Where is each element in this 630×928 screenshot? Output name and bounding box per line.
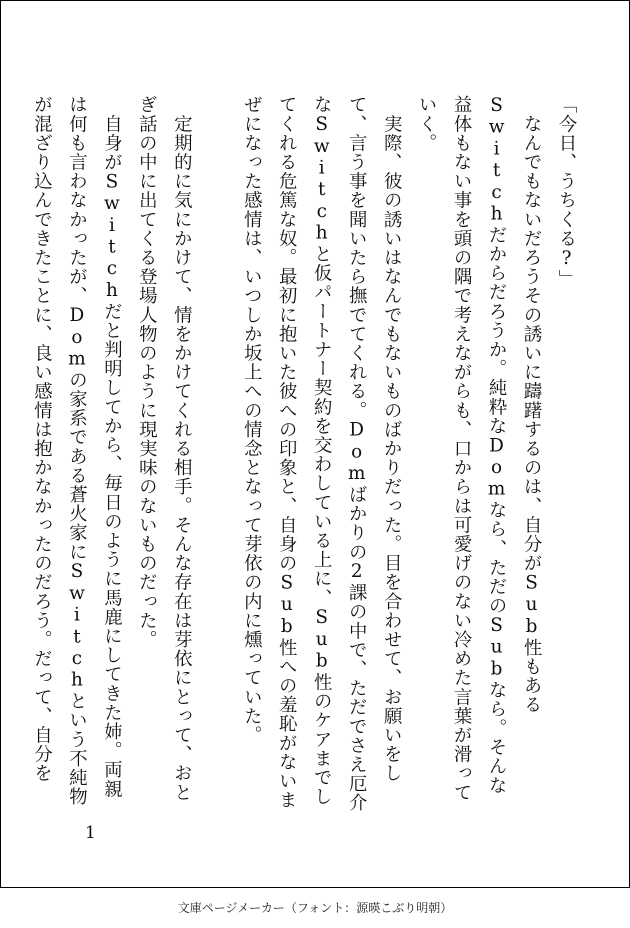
footer-credit: 文庫ページメーカー（フォント：源暎こぶり明朝）	[177, 901, 453, 915]
text-line: 実際、彼の誘いはなんでもないものばかりだった。目を合わせて、お願いをして、言う事を聞いたら撫でてくれる。Domばかりの2課の中で、ただでさえ厄介なSwitchと仮パートナー契約を交わしている上に、Sub性のケアまでしてくれる危篤な奴。最初に抱いた彼への印象と、自身のSub性への羞恥がないまぜになった感情は、いつしか坂上への情念となって芽依の内に燻っていた。	[241, 95, 403, 813]
text-line: 定期的に気にかけて、情をかけてくれる相手。そんな存在は芽依にとって、おとぎ話の中に出てくる登場人物のように現実味のないものだった。	[136, 95, 193, 802]
page-number: 1	[85, 823, 96, 843]
text-line: なんでもないだろうその誘いに躊躇するのは、自分がSub性もあるSwitchだからだろうか。純粋なDomなら、ただのSubなら。そんな益体もない事を頭の隅で考えながらも、口からは可愛げのない冷めた言葉が滑っていく。	[416, 95, 543, 802]
body-text	[24, 95, 584, 813]
blank-line	[198, 95, 233, 813]
text-line: 「今日、うちくる?」	[556, 95, 577, 289]
text-line: 自身がSwitchだと判明してから、毎日のように馬鹿にしてきた姉。両親は何も言わなかったが、Domの家系である蒼火家にSwitchという不純物が混ざり込んできたことに、良い感情は抱かなかったのだろう。だって、自分を	[31, 95, 123, 806]
